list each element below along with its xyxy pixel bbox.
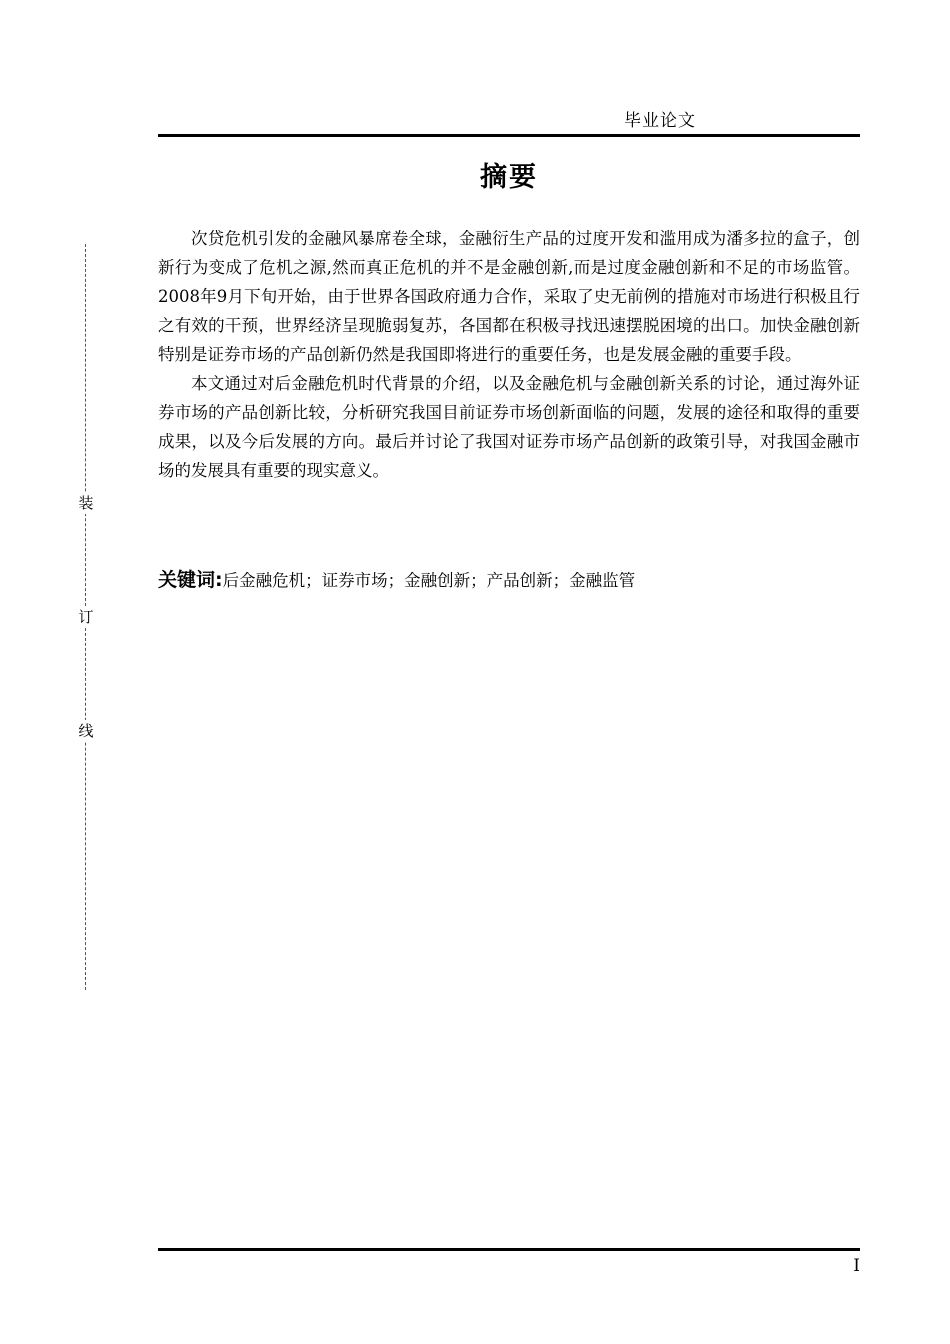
binding-char-zhuang: 装: [76, 492, 96, 514]
footer-rule: [158, 1248, 860, 1251]
header-rule: [158, 134, 860, 137]
abstract-paragraph-1: 次贷危机引发的金融风暴席卷全球，金融衍生产品的过度开发和滥用成为潘多拉的盒子，创新行为变成了危机之源,然而真正危机的并不是金融创新,而是过度金融创新和不足的市场监管。2008年9月下旬开始，由于世界各国政府通力合作，采取了史无前例的措施对市场进行积极且行之有效的干预，世界经济呈现脆弱复苏，各国都在积极寻找迅速摆脱困境的出口。加快金融创新特别是证券市场的产品创新仍然是我国即将进行的重要任务，也是发展金融的重要手段。: [158, 229, 860, 364]
header-label: 毕业论文: [624, 111, 696, 131]
page-title: 摘要: [480, 162, 538, 193]
keywords-text: 后金融危机；证券市场；金融创新；产品创新；金融监管: [222, 571, 636, 590]
page-number: I: [853, 1256, 860, 1276]
binding-char-xian: 线: [76, 720, 96, 742]
keywords-label: 关键词:: [158, 569, 223, 591]
abstract-paragraph-2: 本文通过对后金融危机时代背景的介绍，以及金融危机与金融创新关系的讨论，通过海外证券市场的产品创新比较，分析研究我国目前证券市场创新面临的问题，发展的途径和取得的重要成果，以及今后发展的方向。最后并讨论了我国对证券市场产品创新的政策引导，对我国金融市场的发展具有重要的现实意义。: [158, 374, 860, 480]
binding-char-ding: 订: [76, 606, 96, 628]
abstract-body: [158, 224, 860, 485]
keywords-line: [158, 566, 860, 595]
